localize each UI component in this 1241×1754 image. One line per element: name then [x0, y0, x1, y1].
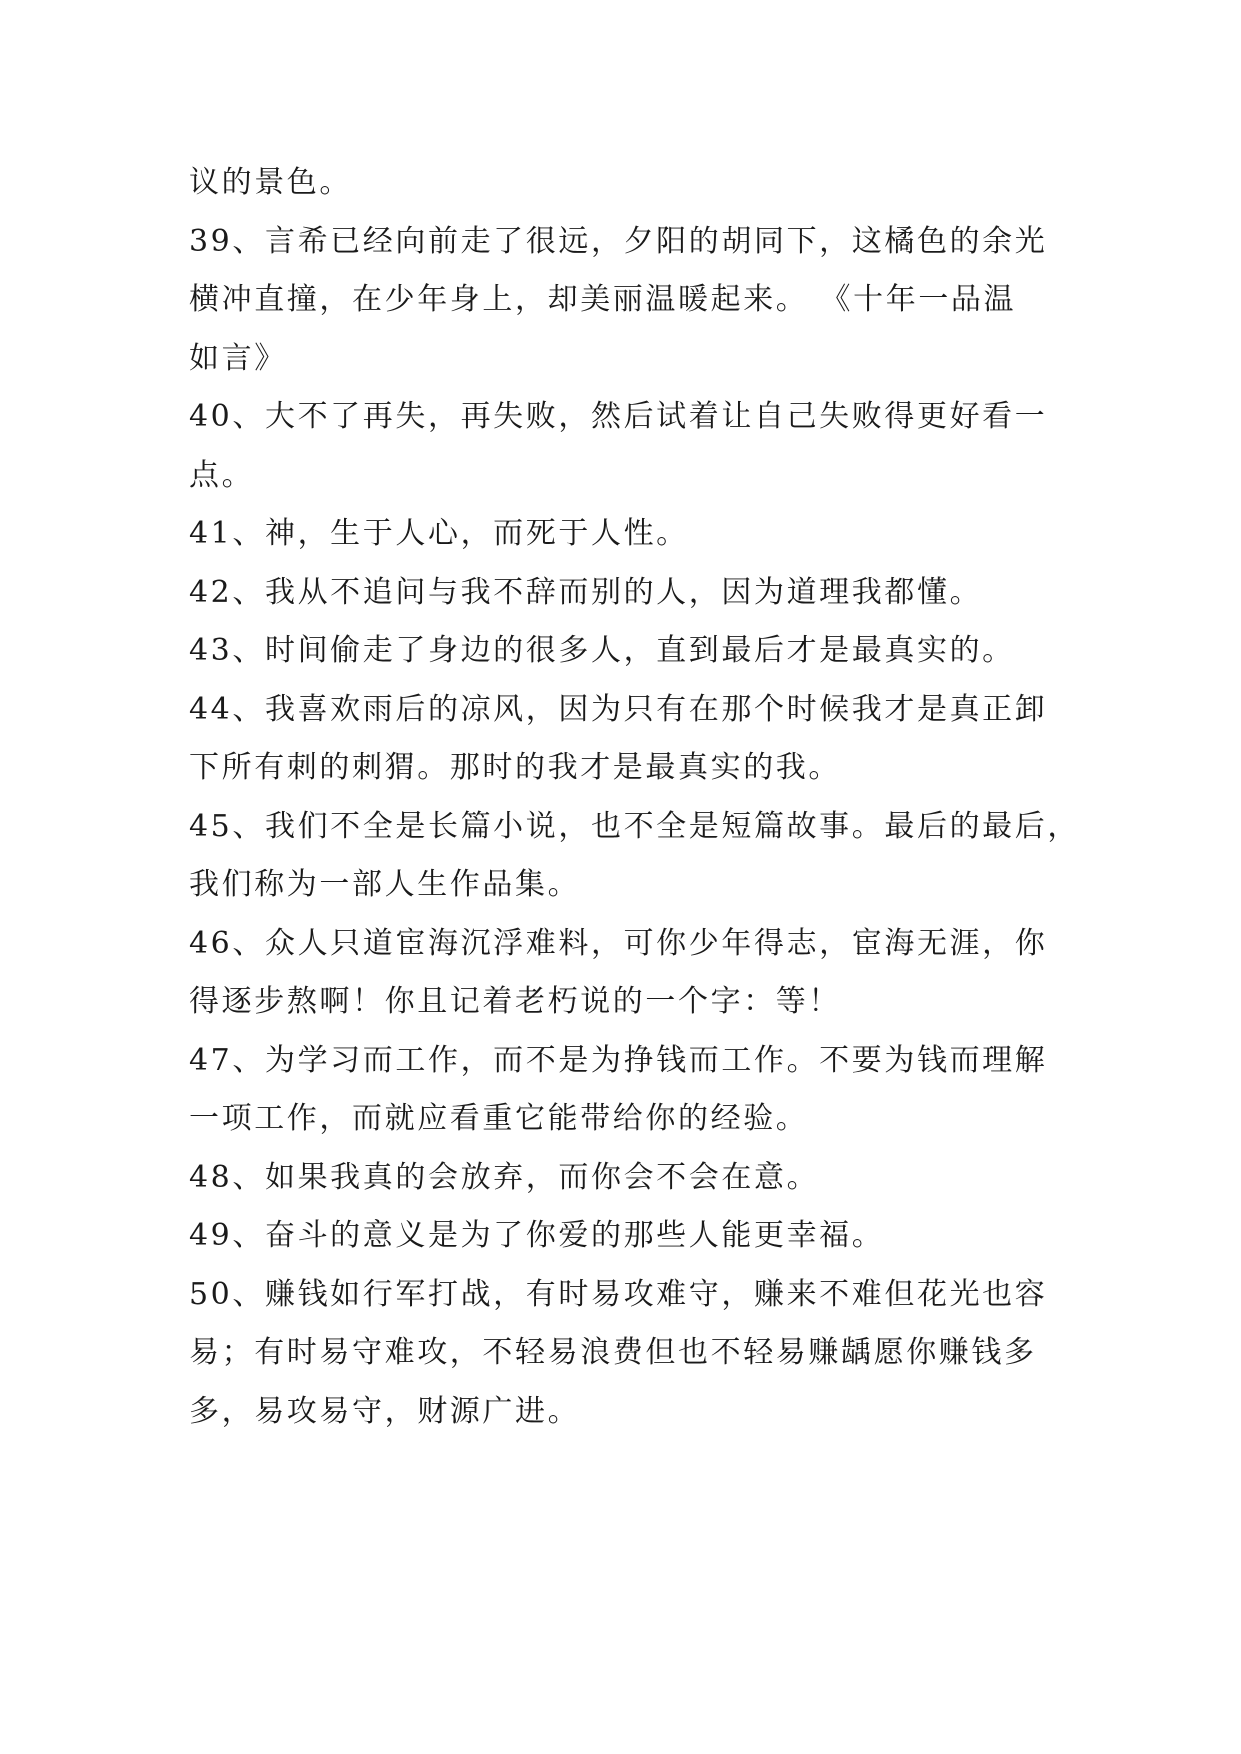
text-line: 多，易攻易守，财源广进。 — [189, 1393, 581, 1429]
text-line: 50、赚钱如行军打战，有时易攻难守，赚来不难但花光也容 — [189, 1276, 1048, 1312]
text-line: 43、时间偷走了身边的很多人，直到最后才是最真实的。 — [189, 633, 1015, 668]
text-line: 点。 — [189, 457, 255, 493]
text-line: 易；有时易守难攻，不轻易浪费但也不轻易赚龋愿你赚钱多 — [189, 1335, 1037, 1370]
text-line: 48、如果我真的会放弃，而你会不会在意。 — [189, 1159, 820, 1195]
text-line: 42、我从不追问与我不辞而别的人，因为道理我都懂。 — [189, 574, 983, 610]
text-line: 46、众人只道宦海沉浮难料，可你少年得志，宦海无涯，你 — [189, 925, 1048, 961]
text-line: 下所有刺的刺猬。那时的我才是最真实的我。 — [189, 750, 841, 785]
text-line: 49、奋斗的意义是为了你爱的那些人能更幸福。 — [189, 1218, 885, 1253]
text-line: 41、神，生于人心，而死于人性。 — [189, 516, 689, 551]
text-line: 45、我们不全是长篇小说，也不全是短篇故事。最后的最后， — [189, 808, 1080, 844]
text-line: 一项工作，而就应看重它能带给你的经验。 — [189, 1101, 809, 1136]
text-line: 得逐步熬啊！你且记着老朽说的一个字：等！ — [189, 984, 841, 1019]
text-line: 横冲直撞，在少年身上，却美丽温暖起来。 《十年一品温 — [189, 282, 1017, 317]
text-line: 39、言希已经向前走了很远，夕阳的胡同下，这橘色的余光 — [189, 223, 1048, 259]
text-line: 议的景色。 — [189, 165, 352, 200]
text-line: 40、大不了再失，再失败，然后试着让自己失败得更好看一 — [189, 399, 1048, 434]
text-line: 如言》 — [189, 340, 287, 376]
text-line: 我们称为一部人生作品集。 — [189, 867, 581, 902]
text-line: 47、为学习而工作，而不是为挣钱而工作。不要为钱而理解 — [189, 1042, 1048, 1078]
text-line: 44、我喜欢雨后的凉风，因为只有在那个时候我才是真正卸 — [189, 691, 1048, 727]
document-body — [189, 154, 1080, 1441]
